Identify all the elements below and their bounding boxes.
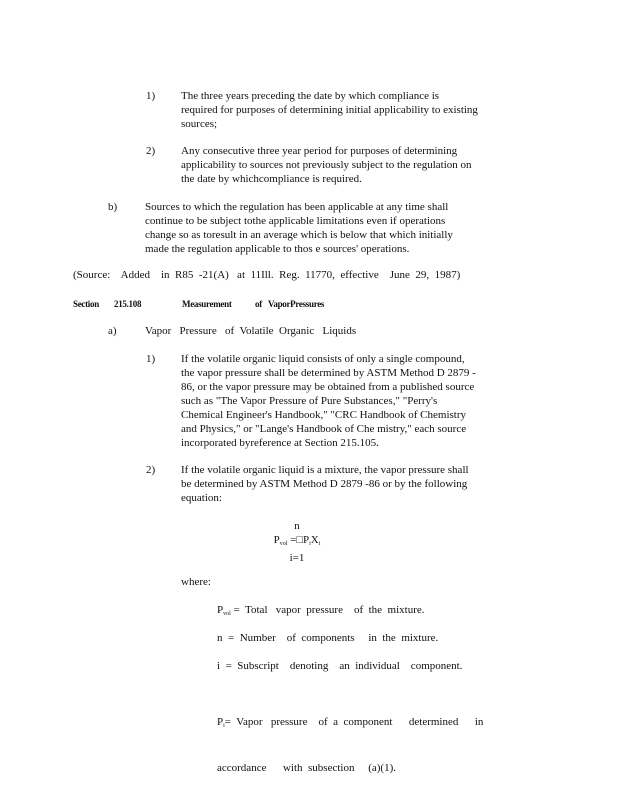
equation-p: P	[273, 534, 280, 546]
equation-sub-i: i	[309, 541, 311, 547]
text-line: incorporated byreference at Section 215.105.	[181, 437, 379, 449]
paragraph-sources	[145, 200, 485, 256]
text-line: applicability to sources not previously subject to the regulation on	[181, 159, 472, 171]
equation-rest: =□P	[287, 534, 310, 546]
equation-sub-i: i	[318, 541, 321, 547]
equation-sub-vol: vol	[279, 541, 288, 547]
item-letter: a)	[108, 325, 117, 337]
item-number: 1)	[146, 353, 156, 365]
text-line: Sources to which the regulation has been applicable at any time shall	[145, 201, 449, 213]
definition-symbol: i	[217, 660, 221, 672]
item-number: 2)	[146, 145, 156, 157]
text-line: 86, or the vapor pressure may be obtained from a published source	[181, 381, 475, 393]
equation-x: X	[310, 534, 319, 546]
section-label: Section	[73, 299, 99, 309]
definition-text-continued: accordance with subsection (a)(1).	[217, 762, 396, 774]
vapor-pressure-equation	[262, 519, 332, 565]
section-title-of: of	[255, 299, 262, 309]
text-line: and Physics," or "Lange's Handbook of Che mistry," each source	[181, 423, 467, 435]
item-letter: b)	[108, 201, 118, 213]
text-line: change so as toresult in an average which is below that which initially	[145, 229, 453, 241]
summation-lower-limit: i=1	[289, 552, 305, 564]
equation-body	[262, 533, 332, 551]
text-line: required for purposes of determining initial applicability to existing	[181, 104, 478, 116]
subsection-heading: Vapor Pressure of Volatile Organic Liquids	[145, 325, 357, 337]
definition-i	[217, 659, 462, 673]
text-line: If the volatile organic liquid consists of only a single compound,	[181, 353, 465, 365]
paragraph-three-years	[181, 89, 503, 131]
definition-text: = Vapor pressure of a component determined in	[224, 716, 484, 728]
text-line: made the regulation applicable to thos e sources' operations.	[145, 243, 410, 255]
paragraph-single-compound	[181, 352, 503, 450]
definition-subscript: i	[223, 723, 225, 729]
text-line: continue to be subject tothe applicable limitations even if operations	[145, 215, 446, 227]
section-title: Measurement	[182, 299, 232, 309]
text-line: Any consecutive three year period for purposes of determining	[181, 145, 458, 157]
definition-symbol: P	[217, 604, 224, 616]
text-line: If the volatile organic liquid is a mixture, the vapor pressure shall	[181, 464, 469, 476]
definition-pvol	[217, 603, 425, 621]
section-title-2: VaporPressures	[268, 299, 325, 309]
definition-n	[217, 631, 438, 645]
item-number: 2)	[146, 464, 156, 476]
paragraph-consecutive-period	[181, 144, 503, 186]
text-line: the date by whichcompliance is required.	[181, 173, 362, 185]
text-line: equation:	[181, 492, 222, 504]
text-line: The three years preceding the date by which compliance is	[181, 90, 440, 102]
text-line: such as "The Vapor Pressure of Pure Substances," "Perry's	[181, 395, 438, 407]
definition-pi	[217, 687, 483, 789]
definition-symbol: n	[217, 632, 223, 644]
summation-upper-limit: n	[294, 520, 300, 532]
text-line: sources;	[181, 118, 218, 130]
text-line: be determined by ASTM Method D 2879 -86 or by the following	[181, 478, 468, 490]
source-note: (Source: Added in R85 -21(A) at 11Ill. Reg. 11770, effective June 29, 1987)	[73, 269, 461, 281]
paragraph-mixture	[181, 463, 503, 505]
where-label: where:	[181, 576, 211, 588]
definition-text: = Subscript denoting an individual component.	[220, 660, 463, 672]
text-line: the vapor pressure shall be determined by ASTM Method D 2879 -	[181, 367, 476, 379]
definition-symbol: P	[217, 716, 224, 728]
section-number: 215.108	[114, 299, 142, 309]
definition-text: = Number of components in the mixture.	[222, 632, 439, 644]
item-number: 1)	[146, 90, 156, 102]
definition-subscript: vol	[223, 611, 231, 617]
text-line: Chemical Engineer's Handbook," "CRC Handbook of Chemistry	[181, 409, 467, 421]
definition-text: = Total vapor pressure of the mixture.	[230, 604, 425, 616]
